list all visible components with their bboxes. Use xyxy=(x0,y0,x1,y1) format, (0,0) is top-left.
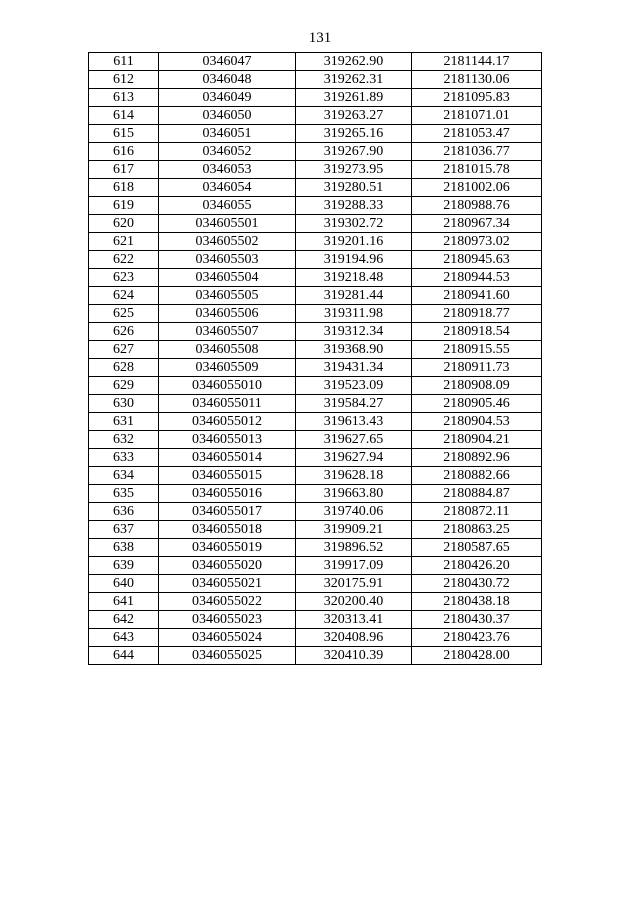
x-coordinate-cell: 319368.90 xyxy=(296,341,412,359)
table-row xyxy=(89,215,542,233)
table-row xyxy=(89,341,542,359)
point-code-cell: 0346055016 xyxy=(159,485,296,503)
y-coordinate-cell: 2181071.01 xyxy=(412,107,542,125)
x-coordinate-cell: 319917.09 xyxy=(296,557,412,575)
table-row xyxy=(89,431,542,449)
table-row xyxy=(89,107,542,125)
point-code-cell: 0346055024 xyxy=(159,629,296,647)
point-code-cell: 0346054 xyxy=(159,179,296,197)
point-code-cell: 0346049 xyxy=(159,89,296,107)
point-code-cell: 0346055022 xyxy=(159,593,296,611)
point-code-cell: 0346055013 xyxy=(159,431,296,449)
point-number-cell: 641 xyxy=(89,593,159,611)
point-code-cell: 0346055011 xyxy=(159,395,296,413)
y-coordinate-cell: 2180944.53 xyxy=(412,269,542,287)
table-row xyxy=(89,143,542,161)
x-coordinate-cell: 319267.90 xyxy=(296,143,412,161)
x-coordinate-cell: 320410.39 xyxy=(296,647,412,665)
y-coordinate-cell: 2180428.00 xyxy=(412,647,542,665)
y-coordinate-cell: 2180863.25 xyxy=(412,521,542,539)
table-row xyxy=(89,89,542,107)
table-row xyxy=(89,53,542,71)
point-number-cell: 636 xyxy=(89,503,159,521)
x-coordinate-cell: 320408.96 xyxy=(296,629,412,647)
point-number-cell: 643 xyxy=(89,629,159,647)
table-row xyxy=(89,395,542,413)
point-number-cell: 630 xyxy=(89,395,159,413)
x-coordinate-cell: 319263.27 xyxy=(296,107,412,125)
x-coordinate-cell: 319311.98 xyxy=(296,305,412,323)
y-coordinate-cell: 2180438.18 xyxy=(412,593,542,611)
point-number-cell: 632 xyxy=(89,431,159,449)
table-row xyxy=(89,557,542,575)
x-coordinate-cell: 319584.27 xyxy=(296,395,412,413)
point-code-cell: 0346052 xyxy=(159,143,296,161)
table-row xyxy=(89,305,542,323)
point-number-cell: 638 xyxy=(89,539,159,557)
point-number-cell: 612 xyxy=(89,71,159,89)
point-code-cell: 0346047 xyxy=(159,53,296,71)
x-coordinate-cell: 319194.96 xyxy=(296,251,412,269)
x-coordinate-cell: 319627.65 xyxy=(296,431,412,449)
y-coordinate-cell: 2180918.77 xyxy=(412,305,542,323)
x-coordinate-cell: 319273.95 xyxy=(296,161,412,179)
table-row xyxy=(89,197,542,215)
point-code-cell: 0346050 xyxy=(159,107,296,125)
x-coordinate-cell: 319663.80 xyxy=(296,485,412,503)
y-coordinate-cell: 2180430.72 xyxy=(412,575,542,593)
point-code-cell: 034605504 xyxy=(159,269,296,287)
x-coordinate-cell: 319280.51 xyxy=(296,179,412,197)
x-coordinate-cell: 319218.48 xyxy=(296,269,412,287)
table-row xyxy=(89,575,542,593)
y-coordinate-cell: 2180973.02 xyxy=(412,233,542,251)
y-coordinate-cell: 2180911.73 xyxy=(412,359,542,377)
page-number: 131 xyxy=(308,30,332,46)
point-code-cell: 0346048 xyxy=(159,71,296,89)
y-coordinate-cell: 2181036.77 xyxy=(412,143,542,161)
x-coordinate-cell: 319262.31 xyxy=(296,71,412,89)
table-row xyxy=(89,377,542,395)
y-coordinate-cell: 2181130.06 xyxy=(412,71,542,89)
x-coordinate-cell: 320175.91 xyxy=(296,575,412,593)
point-code-cell: 0346055019 xyxy=(159,539,296,557)
x-coordinate-cell: 319909.21 xyxy=(296,521,412,539)
point-number-cell: 634 xyxy=(89,467,159,485)
x-coordinate-cell: 319628.18 xyxy=(296,467,412,485)
point-number-cell: 621 xyxy=(89,233,159,251)
point-number-cell: 639 xyxy=(89,557,159,575)
point-code-cell: 034605507 xyxy=(159,323,296,341)
x-coordinate-cell: 319281.44 xyxy=(296,287,412,305)
table-row xyxy=(89,413,542,431)
point-code-cell: 0346051 xyxy=(159,125,296,143)
point-code-cell: 034605508 xyxy=(159,341,296,359)
point-code-cell: 0346055017 xyxy=(159,503,296,521)
point-code-cell: 0346055012 xyxy=(159,413,296,431)
point-code-cell: 034605505 xyxy=(159,287,296,305)
table-row xyxy=(89,647,542,665)
x-coordinate-cell: 319265.16 xyxy=(296,125,412,143)
point-code-cell: 0346055010 xyxy=(159,377,296,395)
x-coordinate-cell: 319261.89 xyxy=(296,89,412,107)
x-coordinate-cell: 319431.34 xyxy=(296,359,412,377)
y-coordinate-cell: 2180904.53 xyxy=(412,413,542,431)
table-row xyxy=(89,503,542,521)
x-coordinate-cell: 320313.41 xyxy=(296,611,412,629)
point-code-cell: 034605506 xyxy=(159,305,296,323)
x-coordinate-cell: 319740.06 xyxy=(296,503,412,521)
point-number-cell: 613 xyxy=(89,89,159,107)
point-code-cell: 034605502 xyxy=(159,233,296,251)
y-coordinate-cell: 2181015.78 xyxy=(412,161,542,179)
point-code-cell: 0346055025 xyxy=(159,647,296,665)
point-number-cell: 625 xyxy=(89,305,159,323)
x-coordinate-cell: 319523.09 xyxy=(296,377,412,395)
table-row xyxy=(89,125,542,143)
table-row xyxy=(89,71,542,89)
point-code-cell: 0346055020 xyxy=(159,557,296,575)
point-number-cell: 627 xyxy=(89,341,159,359)
table-row xyxy=(89,539,542,557)
y-coordinate-cell: 2181002.06 xyxy=(412,179,542,197)
point-number-cell: 622 xyxy=(89,251,159,269)
table-row xyxy=(89,629,542,647)
x-coordinate-cell: 319302.72 xyxy=(296,215,412,233)
point-number-cell: 624 xyxy=(89,287,159,305)
point-code-cell: 0346055021 xyxy=(159,575,296,593)
y-coordinate-cell: 2181053.47 xyxy=(412,125,542,143)
table-row xyxy=(89,485,542,503)
y-coordinate-cell: 2180882.66 xyxy=(412,467,542,485)
point-number-cell: 631 xyxy=(89,413,159,431)
point-number-cell: 628 xyxy=(89,359,159,377)
y-coordinate-cell: 2180430.37 xyxy=(412,611,542,629)
table-row xyxy=(89,449,542,467)
point-number-cell: 614 xyxy=(89,107,159,125)
point-number-cell: 637 xyxy=(89,521,159,539)
y-coordinate-cell: 2181095.83 xyxy=(412,89,542,107)
point-code-cell: 0346055015 xyxy=(159,467,296,485)
point-code-cell: 0346055023 xyxy=(159,611,296,629)
table-row xyxy=(89,521,542,539)
y-coordinate-cell: 2180423.76 xyxy=(412,629,542,647)
y-coordinate-cell: 2180426.20 xyxy=(412,557,542,575)
y-coordinate-cell: 2180967.34 xyxy=(412,215,542,233)
x-coordinate-cell: 319262.90 xyxy=(296,53,412,71)
table-row xyxy=(89,323,542,341)
point-number-cell: 619 xyxy=(89,197,159,215)
y-coordinate-cell: 2181144.17 xyxy=(412,53,542,71)
coordinates-table-body xyxy=(89,53,542,665)
x-coordinate-cell: 319288.33 xyxy=(296,197,412,215)
table-row xyxy=(89,287,542,305)
x-coordinate-cell: 319627.94 xyxy=(296,449,412,467)
table-row xyxy=(89,593,542,611)
point-number-cell: 633 xyxy=(89,449,159,467)
table-row xyxy=(89,359,542,377)
point-number-cell: 644 xyxy=(89,647,159,665)
point-number-cell: 635 xyxy=(89,485,159,503)
x-coordinate-cell: 319613.43 xyxy=(296,413,412,431)
point-number-cell: 618 xyxy=(89,179,159,197)
x-coordinate-cell: 319312.34 xyxy=(296,323,412,341)
y-coordinate-cell: 2180892.96 xyxy=(412,449,542,467)
y-coordinate-cell: 2180904.21 xyxy=(412,431,542,449)
table-row xyxy=(89,179,542,197)
y-coordinate-cell: 2180908.09 xyxy=(412,377,542,395)
point-number-cell: 620 xyxy=(89,215,159,233)
point-number-cell: 629 xyxy=(89,377,159,395)
point-code-cell: 034605503 xyxy=(159,251,296,269)
table-row xyxy=(89,251,542,269)
y-coordinate-cell: 2180941.60 xyxy=(412,287,542,305)
y-coordinate-cell: 2180872.11 xyxy=(412,503,542,521)
point-number-cell: 626 xyxy=(89,323,159,341)
point-code-cell: 034605501 xyxy=(159,215,296,233)
x-coordinate-cell: 320200.40 xyxy=(296,593,412,611)
y-coordinate-cell: 2180918.54 xyxy=(412,323,542,341)
table-row xyxy=(89,611,542,629)
point-number-cell: 616 xyxy=(89,143,159,161)
y-coordinate-cell: 2180945.63 xyxy=(412,251,542,269)
point-number-cell: 611 xyxy=(89,53,159,71)
point-code-cell: 0346055014 xyxy=(159,449,296,467)
point-number-cell: 640 xyxy=(89,575,159,593)
x-coordinate-cell: 319896.52 xyxy=(296,539,412,557)
x-coordinate-cell: 319201.16 xyxy=(296,233,412,251)
point-number-cell: 617 xyxy=(89,161,159,179)
table-row xyxy=(89,467,542,485)
table-row xyxy=(89,161,542,179)
point-code-cell: 0346053 xyxy=(159,161,296,179)
y-coordinate-cell: 2180988.76 xyxy=(412,197,542,215)
point-code-cell: 034605509 xyxy=(159,359,296,377)
point-number-cell: 615 xyxy=(89,125,159,143)
table-row xyxy=(89,269,542,287)
table-row xyxy=(89,233,542,251)
point-code-cell: 0346055018 xyxy=(159,521,296,539)
y-coordinate-cell: 2180884.87 xyxy=(412,485,542,503)
y-coordinate-cell: 2180587.65 xyxy=(412,539,542,557)
coordinates-table xyxy=(88,52,542,665)
point-code-cell: 0346055 xyxy=(159,197,296,215)
y-coordinate-cell: 2180915.55 xyxy=(412,341,542,359)
y-coordinate-cell: 2180905.46 xyxy=(412,395,542,413)
point-number-cell: 623 xyxy=(89,269,159,287)
point-number-cell: 642 xyxy=(89,611,159,629)
